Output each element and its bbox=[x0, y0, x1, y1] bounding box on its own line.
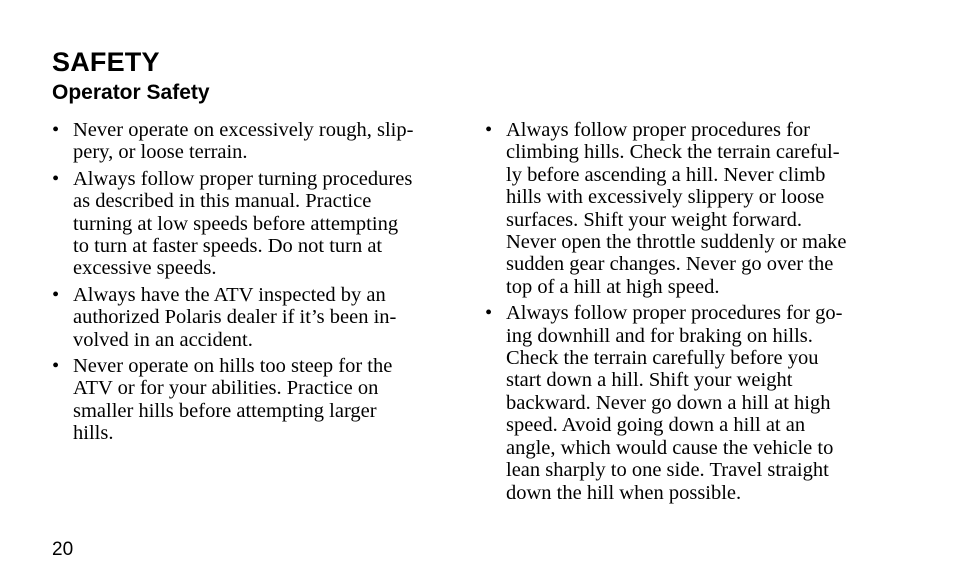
bullet-text-line: climbing hills. Check the terrain careful- bbox=[506, 141, 840, 164]
bullet-text-line: smaller hills before attempting larger bbox=[73, 399, 377, 422]
right-column-bullet-list bbox=[485, 119, 885, 508]
bullet-item bbox=[52, 119, 452, 164]
bullet-text-line: speed. Avoid going down a hill at an bbox=[506, 414, 806, 437]
bullet-item bbox=[485, 302, 885, 504]
bullet-icon: • bbox=[52, 167, 60, 190]
bullet-text-line: Always follow proper procedures for bbox=[506, 119, 810, 141]
bullet-text-line: excessive speeds. bbox=[73, 257, 217, 280]
bullet-text-line: Never operate on hills too steep for the bbox=[73, 355, 393, 378]
bullet-icon: • bbox=[52, 119, 60, 141]
bullet-text-line: lean sharply to one side. Travel straight bbox=[506, 459, 829, 482]
bullet-text-line: Never operate on excessively rough, slip- bbox=[73, 119, 414, 141]
bullet-item bbox=[52, 355, 452, 445]
subsection-title: Operator Safety bbox=[52, 81, 210, 104]
bullet-text-line: ATV or for your abilities. Practice on bbox=[73, 377, 379, 400]
bullet-item bbox=[485, 119, 885, 298]
bullet-text-line: ly before ascending a hill. Never climb bbox=[506, 163, 826, 186]
bullet-text-line: authorized Polaris dealer if it’s been in- bbox=[73, 306, 397, 329]
bullet-text-line: hills. bbox=[73, 422, 114, 445]
bullet-icon: • bbox=[52, 355, 60, 378]
bullet-text-line: Never open the throttle suddenly or make bbox=[506, 231, 847, 254]
bullet-text-line: pery, or loose terrain. bbox=[73, 141, 248, 164]
bullet-text-line: to turn at faster speeds. Do not turn at bbox=[73, 235, 383, 258]
bullet-text-line: Always follow proper procedures for go- bbox=[506, 302, 843, 325]
bullet-item bbox=[52, 168, 452, 280]
section-title: SAFETY bbox=[52, 47, 160, 77]
bullet-text-line: ing downhill and for braking on hills. bbox=[506, 324, 813, 347]
bullet-text-line: start down a hill. Shift your weight bbox=[506, 369, 793, 392]
bullet-icon: • bbox=[485, 119, 493, 141]
page-number: 20 bbox=[52, 539, 74, 560]
bullet-icon: • bbox=[52, 283, 60, 306]
bullet-text-line: sudden gear changes. Never go over the bbox=[506, 253, 834, 276]
bullet-text-line: top of a hill at high speed. bbox=[506, 275, 720, 298]
bullet-text-line: down the hill when possible. bbox=[506, 481, 742, 504]
bullet-item bbox=[52, 284, 452, 351]
bullet-text-line: volved in an accident. bbox=[73, 328, 253, 351]
bullet-text-line: backward. Never go down a hill at high bbox=[506, 391, 831, 414]
bullet-text-line: angle, which would cause the vehicle to bbox=[506, 436, 834, 459]
bullet-text-line: Always follow proper turning procedures bbox=[73, 167, 413, 190]
bullet-text-line: Always have the ATV inspected by an bbox=[73, 283, 386, 306]
left-column-bullet-list bbox=[52, 119, 452, 449]
bullet-text-line: turning at low speeds before attempting bbox=[73, 212, 399, 235]
bullet-text-line: surfaces. Shift your weight forward. bbox=[506, 208, 803, 231]
bullet-text-line: Check the terrain carefully before you bbox=[506, 347, 819, 370]
bullet-text-line: as described in this manual. Practice bbox=[73, 190, 372, 213]
bullet-text-line: hills with excessively slippery or loose bbox=[506, 186, 825, 209]
bullet-icon: • bbox=[485, 302, 493, 325]
